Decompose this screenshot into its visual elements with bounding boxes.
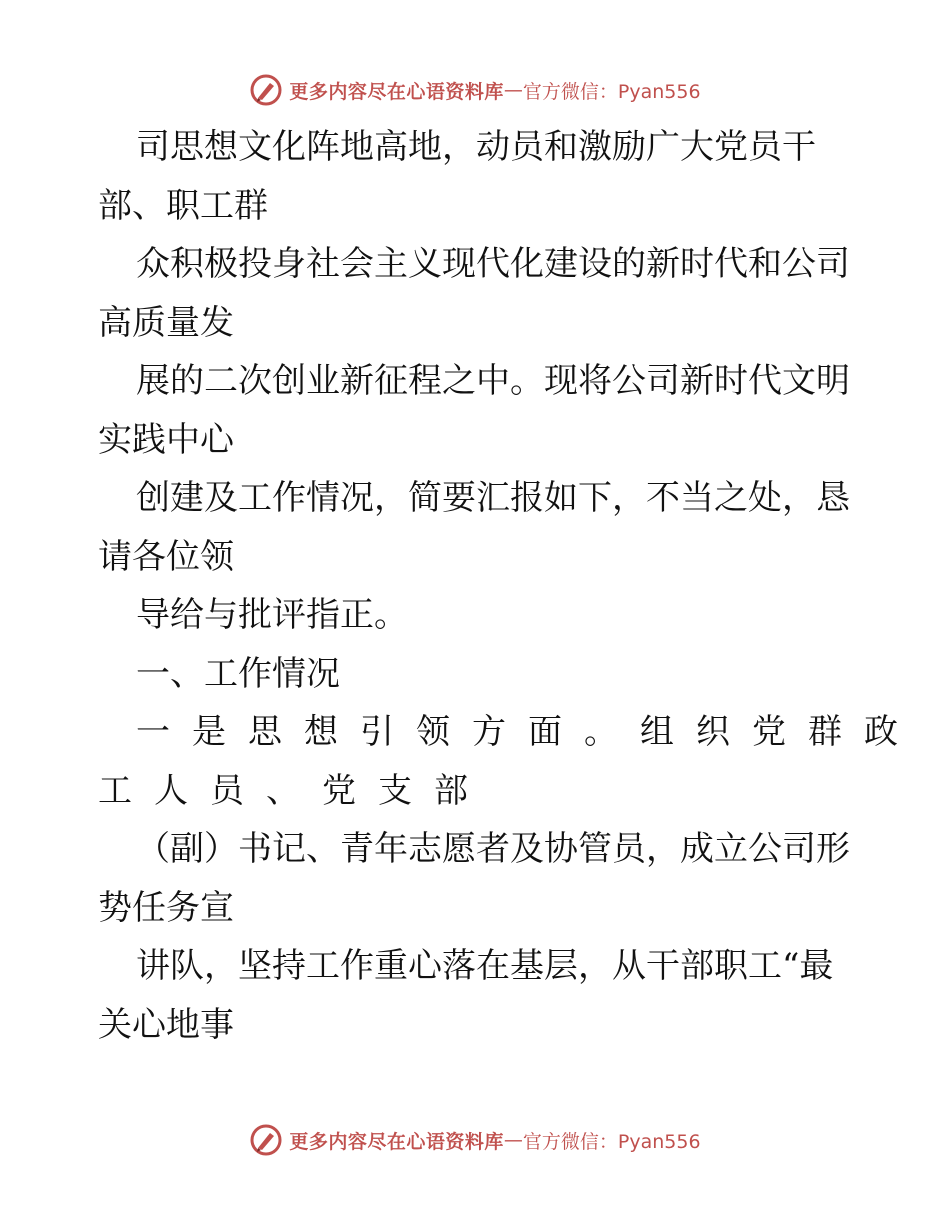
document-line: 部、职工群 — [98, 185, 268, 226]
document-line: 高质量发 — [98, 302, 234, 343]
watermark-contact: 官方微信：Pyan556 — [522, 80, 701, 103]
watermark-contact: 官方微信：Pyan556 — [522, 1130, 701, 1153]
document-line: 一是思想引领方面。组织党群政 — [136, 712, 920, 752]
document-line: 势任务宣 — [98, 887, 234, 928]
document-line: 实践中心 — [98, 419, 234, 460]
document-line: 讲队，坚持工作重心落在基层，从干部职工“最 — [136, 946, 834, 986]
document-line: 司思想文化阵地高地，动员和激励广大党员干 — [136, 127, 816, 167]
document-line: 众积极投身社会主义现代化建设的新时代和公司 — [136, 244, 850, 284]
document-line: 导给与批评指正。 — [136, 595, 408, 635]
document-body — [98, 118, 920, 1054]
document-line: 请各位领 — [98, 536, 234, 577]
pen-circle-logo-icon — [249, 1123, 283, 1157]
document-line: 展的二次创业新征程之中。现将公司新时代文明 — [136, 361, 850, 401]
watermark-separator: — — [503, 79, 523, 101]
footer-watermark — [0, 1120, 950, 1160]
pen-circle-logo-icon — [249, 73, 283, 107]
watermark-brand: 更多内容尽在心语资料库 — [289, 80, 504, 103]
document-line: （副）书记、青年志愿者及协管员，成立公司形 — [136, 829, 850, 869]
document-line: 创建及工作情况，简要汇报如下，不当之处，恳 — [136, 478, 850, 518]
section-heading: 一、工作情况 — [136, 653, 340, 694]
document-line: 关心地事 — [98, 1004, 234, 1045]
watermark-brand: 更多内容尽在心语资料库 — [289, 1130, 504, 1153]
document-line: 工人员、党支部 — [98, 770, 490, 811]
header-watermark — [0, 70, 950, 110]
watermark-separator: — — [503, 1129, 523, 1151]
